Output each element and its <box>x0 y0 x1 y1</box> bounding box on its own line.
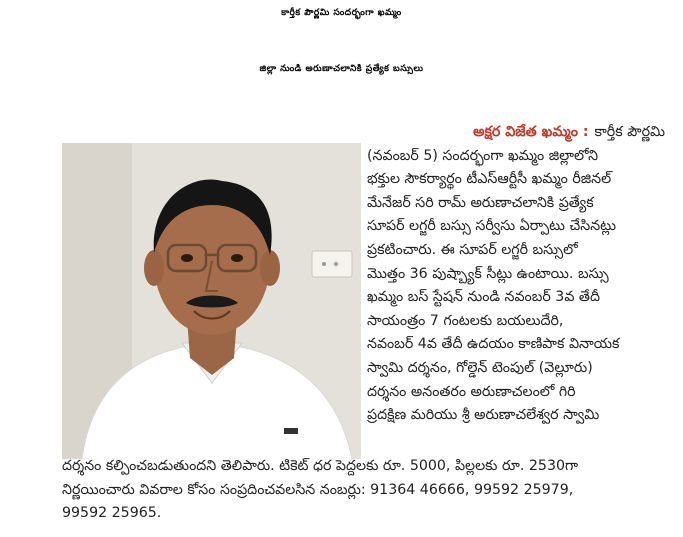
article-line: సాయంత్రం 7 గంటలకు బయలుదేరి, <box>367 312 564 329</box>
headline-line-1: కార్తీక పౌర్ణమి సందర్భంగా ఖమ్మం <box>281 8 402 18</box>
official-portrait-photo <box>62 143 361 459</box>
article-line: సూపర్ లగ్జరీ బస్సు సర్వీసు ఏర్పాటు చేసినట్లు <box>367 218 617 235</box>
article-line: మేనేజర్ సరి రామ్ అరుణాచలానికి ప్రత్యేక <box>367 194 594 211</box>
article-first-line <box>367 121 665 145</box>
article-line: స్వామి దర్శనం, గోల్డెన్ టెంపుల్ (వెల్లూరు) <box>367 359 593 376</box>
dateline: అక్షర విజేత ఖమ్మం : <box>473 124 589 140</box>
headline-line-2: జిల్లా నుండి అరుణాచలానికి ప్రత్యేక బస్సులు <box>259 64 424 74</box>
article-line: ప్రదక్షిణ మరియు శ్రీ అరుణాచలేశ్వర స్వామి <box>367 407 600 424</box>
article-line: భక్తుల సౌకర్యార్థం టీఎస్ఆర్టీసీ ఖమ్మం రీజినల్ <box>367 171 612 188</box>
article-right-column <box>367 121 667 428</box>
article-line: ప్రకటించారు. ఈ సూపర్ లగ్జరీ బస్సులో <box>367 241 578 258</box>
article-text: కార్తీక పౌర్ణమి <box>594 124 665 140</box>
article-line: దర్శనం కల్పించబడుతుందని తెలిపారు. టికెట్ ధర పెద్దలకు రూ. 5000, పిల్లలకు రూ. 2530గా <box>62 458 579 474</box>
article-line: (నవంబర్ 5) సందర్భంగా ఖమ్మం జిల్లాలోని <box>367 147 599 164</box>
article-full-width-text <box>62 455 662 526</box>
article-line: నిర్ణయించారు వివరాల కోసం సంప్రదించవలసిన నంబర్లు: 91364 46666, 99592 25979, <box>62 481 574 498</box>
article-line: దర్శనం అనంతరం అరుణాచలంలో గిరి <box>367 383 576 400</box>
article-line: ఖమ్మం బస్ స్టేషన్ నుండి నవంబర్ 3వ తేదీ <box>367 289 600 306</box>
portrait-illustration <box>62 143 361 459</box>
article-line: నవంబర్ 4వ తేదీ ఉదయం కాణిపాక వినాయక <box>367 336 620 353</box>
article-line: మొత్తం 36 పుష్బ్యాక్ సీట్లు ఉంటాయి. బస్సు <box>367 265 609 282</box>
article-line: 99592 25965. <box>62 505 162 522</box>
